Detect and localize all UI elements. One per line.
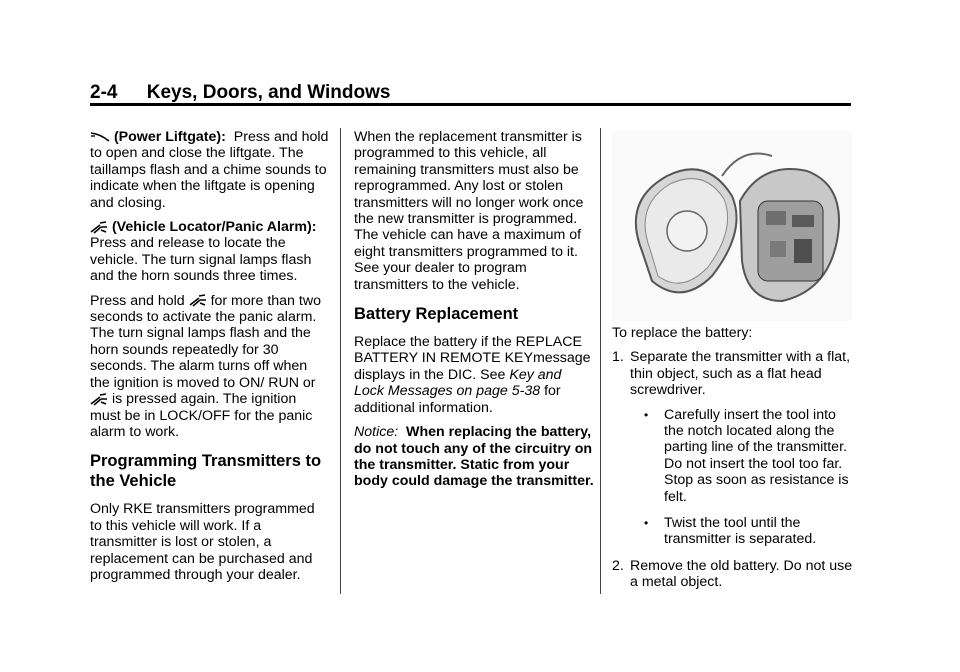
liftgate-icon bbox=[90, 131, 110, 143]
bullet-text: Twist the tool until the transmitter is separated. bbox=[664, 515, 817, 548]
panic-text-a: Press and hold bbox=[90, 292, 185, 309]
liftgate-text: Press and hold to open and close the liftgate. The taillamps flash and a chime sounds to indicate when the liftgate is opening and closing. bbox=[90, 129, 329, 211]
battery-text-a: Replace the battery if the REPLACE BATTERY IN REMOTE KEYmessage displays in the DIC. See bbox=[354, 334, 591, 383]
battery-heading: Battery Replacement bbox=[354, 305, 519, 324]
programming-heading: Programming Transmitters to the Vehicle bbox=[90, 452, 322, 491]
bullet-1 bbox=[644, 407, 857, 505]
page-number: 2-4 bbox=[90, 82, 118, 103]
notice-paragraph bbox=[354, 424, 594, 490]
notice-text: When replacing the battery, do not touch any of the circuitry on the transmitter. Static from your body could damage the transmitter. bbox=[354, 424, 594, 490]
horn-icon bbox=[90, 221, 108, 234]
step-number: 1. bbox=[612, 349, 624, 366]
locator-paragraph bbox=[90, 219, 330, 285]
step-1 bbox=[612, 349, 857, 398]
panic-text-b: for more than two seconds to activate the panic alarm. The turn signal lamps flash and the horn sounds repeatedly for 30 seconds. The alarm turns off when the ignition is moved to ON/ RUN or bbox=[90, 292, 321, 391]
horn-icon bbox=[90, 393, 108, 406]
section-title: Keys, Doors, and Windows bbox=[146, 82, 391, 103]
bullet-2 bbox=[644, 515, 857, 548]
step-number: 2. bbox=[612, 557, 624, 574]
column-middle bbox=[354, 129, 594, 498]
replacement-paragraph: When the replacement transmitter is programmed to this vehicle, all remaining transmitters must also be reprogrammed. Any lost or stolen transmitters will no longer work once the new transmitter is programmed. The vehicle can have a maximum of eight transmitters programmed to it. See your dealer to program transmitters to the vehicle. bbox=[354, 129, 584, 293]
column-divider bbox=[600, 128, 601, 594]
horn-icon bbox=[189, 294, 207, 307]
key-lock-messages-link[interactable]: Key and Lock Messages on page 5-38 bbox=[354, 366, 562, 400]
battery-paragraph bbox=[354, 334, 594, 416]
battery-text-b: for additional information. bbox=[354, 383, 561, 416]
locator-text: Press and release to locate the vehicle. The turn signal lamps flash and the horn sounds three times. bbox=[90, 235, 312, 285]
page-header bbox=[90, 82, 390, 104]
bullet-symbol: • bbox=[644, 516, 649, 531]
column-divider bbox=[340, 128, 341, 594]
bullet-symbol: • bbox=[644, 407, 649, 422]
liftgate-paragraph bbox=[90, 129, 330, 211]
step-text: Remove the old battery. Do not use a metal object. bbox=[630, 557, 853, 591]
locator-label: (Vehicle Locator/Panic Alarm): bbox=[111, 219, 317, 236]
step-2 bbox=[612, 558, 857, 591]
liftgate-label: (Power Liftgate): bbox=[113, 129, 226, 145]
notice-label: Notice: bbox=[354, 424, 399, 441]
battery-intro: To replace the battery: bbox=[612, 325, 753, 341]
bullet-text: Carefully insert the tool into the notch located along the parting line of the transmitter. Do not insert the tool too far. Stop as soon as resistance is felt. bbox=[664, 406, 849, 505]
column-right bbox=[612, 129, 857, 599]
step-text: Separate the transmitter with a flat, thin object, such as a flat head screwdriver. bbox=[630, 349, 851, 399]
programming-text: Only RKE transmitters programmed to this vehicle will work. If a transmitter is lost or stolen, a replacement can be purchased and programmed through your dealer. bbox=[90, 501, 315, 583]
panic-paragraph bbox=[90, 293, 330, 441]
header-rule bbox=[90, 103, 851, 106]
panic-text-c: is pressed again. The ignition must be in LOCK/OFF for the panic alarm to work. bbox=[90, 391, 313, 440]
column-left bbox=[90, 129, 330, 591]
